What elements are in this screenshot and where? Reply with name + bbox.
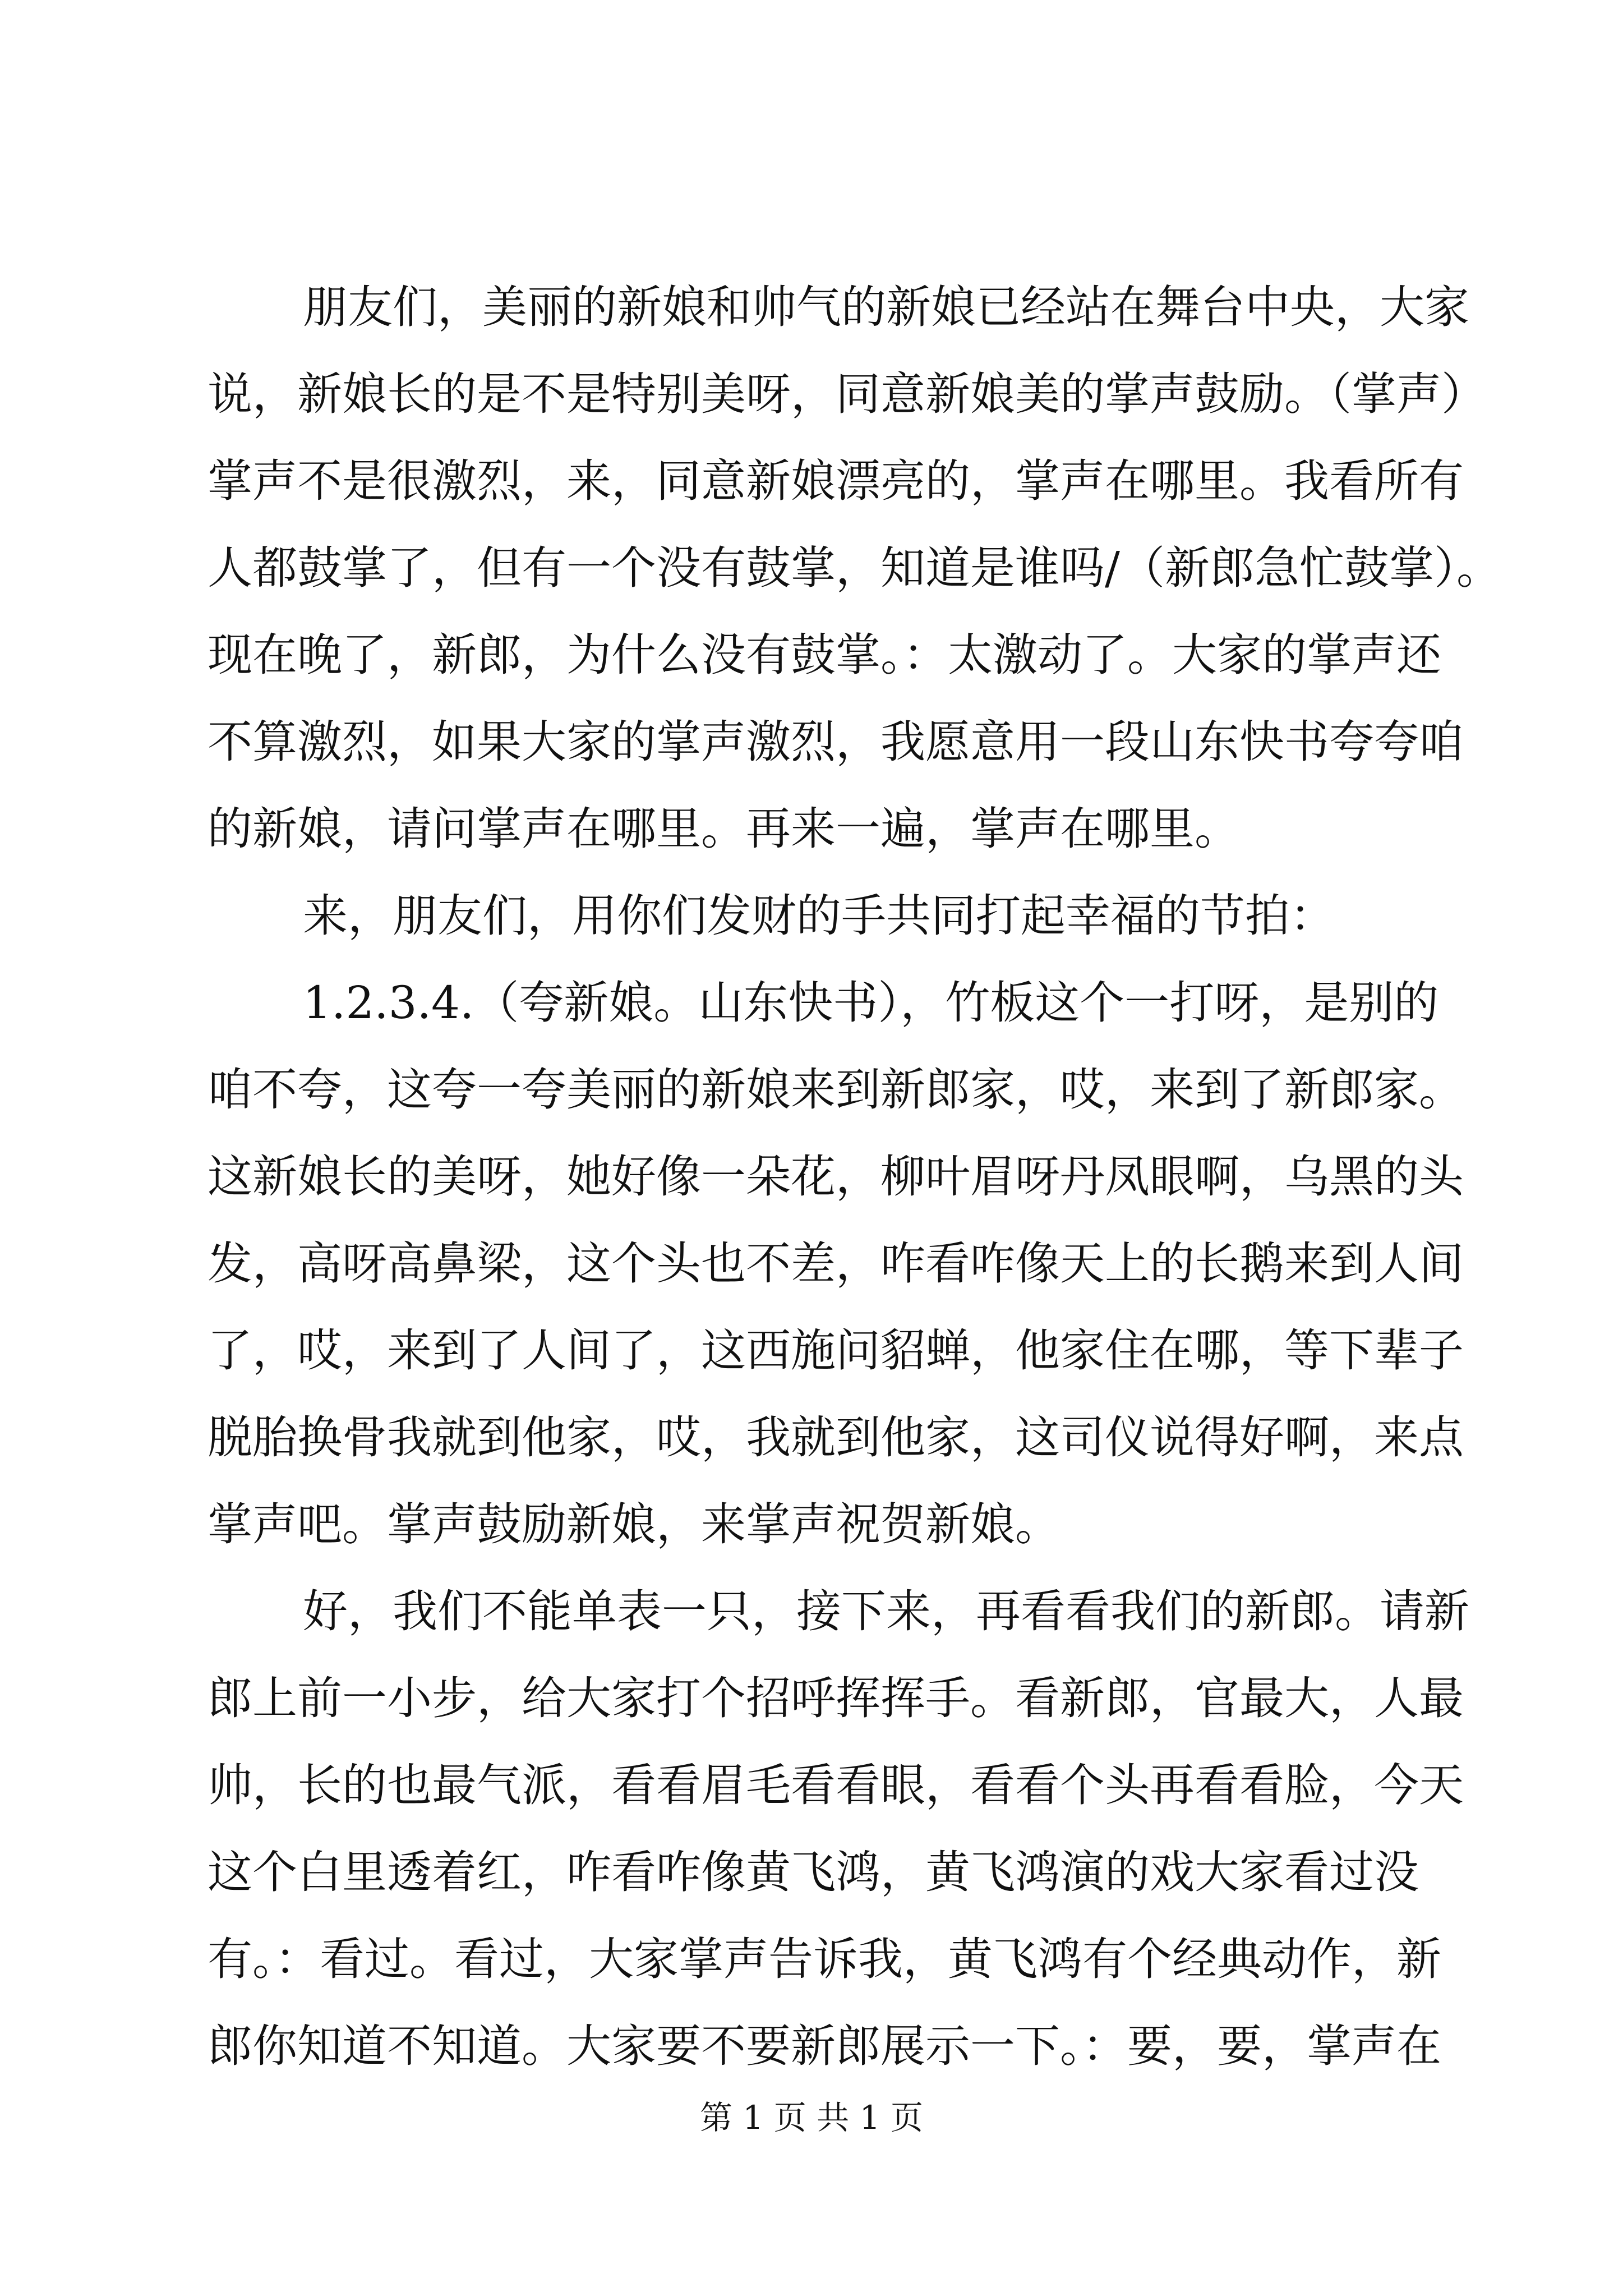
paragraph-line: 不算激烈，如果大家的掌声激烈，我愿意用一段山东快书夸夸咱 bbox=[208, 716, 1464, 768]
paragraph-line: 掌声不是很激烈，来，同意新娘漂亮的，掌声在哪里。我看所有 bbox=[208, 455, 1464, 507]
paragraph-line: 的新娘，请问掌声在哪里。再来一遍，掌声在哪里。 bbox=[208, 803, 1239, 855]
document-body bbox=[208, 264, 1501, 2090]
paragraph-line: 这个白里透着红，咋看咋像黄飞鸿，黄飞鸿演的戏大家看过没 bbox=[208, 1846, 1419, 1898]
paragraph-line: 郎你知道不知道。大家要不要新郎展示一下。：要，要，掌声在 bbox=[208, 2020, 1441, 2072]
paragraph-line: 这新娘长的美呀，她好像一朵花，柳叶眉呀丹凤眼啊，乌黑的头 bbox=[208, 1151, 1464, 1203]
paragraph-line: 脱胎换骨我就到他家，哎，我就到他家，这司仪说得好啊，来点 bbox=[208, 1411, 1464, 1464]
paragraph-line: 有。：看过。看过，大家掌声告诉我，黄飞鸿有个经典动作，新 bbox=[208, 1933, 1441, 1985]
paragraph-line: 郎上前一小步，给大家打个招呼挥挥手。看新郎，官最大，人最 bbox=[208, 1672, 1464, 1724]
paragraph-line: 发，高呀高鼻梁，这个头也不差，咋看咋像天上的长鹅来到人间 bbox=[208, 1237, 1464, 1290]
paragraph-line: 帅，长的也最气派，看看眉毛看看眼，看看个头再看看脸，今天 bbox=[208, 1759, 1464, 1811]
page-footer bbox=[0, 2095, 1623, 2140]
paragraph-line: 朋友们，美丽的新娘和帅气的新娘已经站在舞台中央，大家 bbox=[303, 281, 1469, 333]
paragraph-line: 1.2.3.4.（夸新娘。山东快书），竹板这个一打呀，是别的 bbox=[303, 977, 1439, 1029]
paragraph-line: 来，朋友们，用你们发财的手共同打起幸福的节拍： bbox=[303, 890, 1335, 942]
paragraph-line: 说，新娘长的是不是特别美呀，同意新娘美的掌声鼓励。（掌声） bbox=[208, 368, 1486, 420]
paragraph-line: 现在晚了，新郎，为什么没有鼓掌。：太激动了。大家的掌声还 bbox=[208, 629, 1441, 681]
page-number-label: 第 1 页 共 1 页 bbox=[700, 2099, 923, 2137]
paragraph-line: 好，我们不能单表一只，接下来，再看看我们的新郎。请新 bbox=[303, 1585, 1469, 1637]
paragraph-line: 掌声吧。掌声鼓励新娘，来掌声祝贺新娘。 bbox=[208, 1498, 1060, 1550]
paragraph-line: 咱不夸，这夸一夸美丽的新娘来到新郎家，哎，来到了新郎家。 bbox=[208, 1064, 1464, 1116]
paragraph-line: 人都鼓掌了，但有一个没有鼓掌，知道是谁吗/（新郎急忙鼓掌）。 bbox=[208, 542, 1501, 594]
paragraph-line: 了，哎，来到了人间了，这西施问貂蝉，他家住在哪，等下辈子 bbox=[208, 1324, 1464, 1377]
